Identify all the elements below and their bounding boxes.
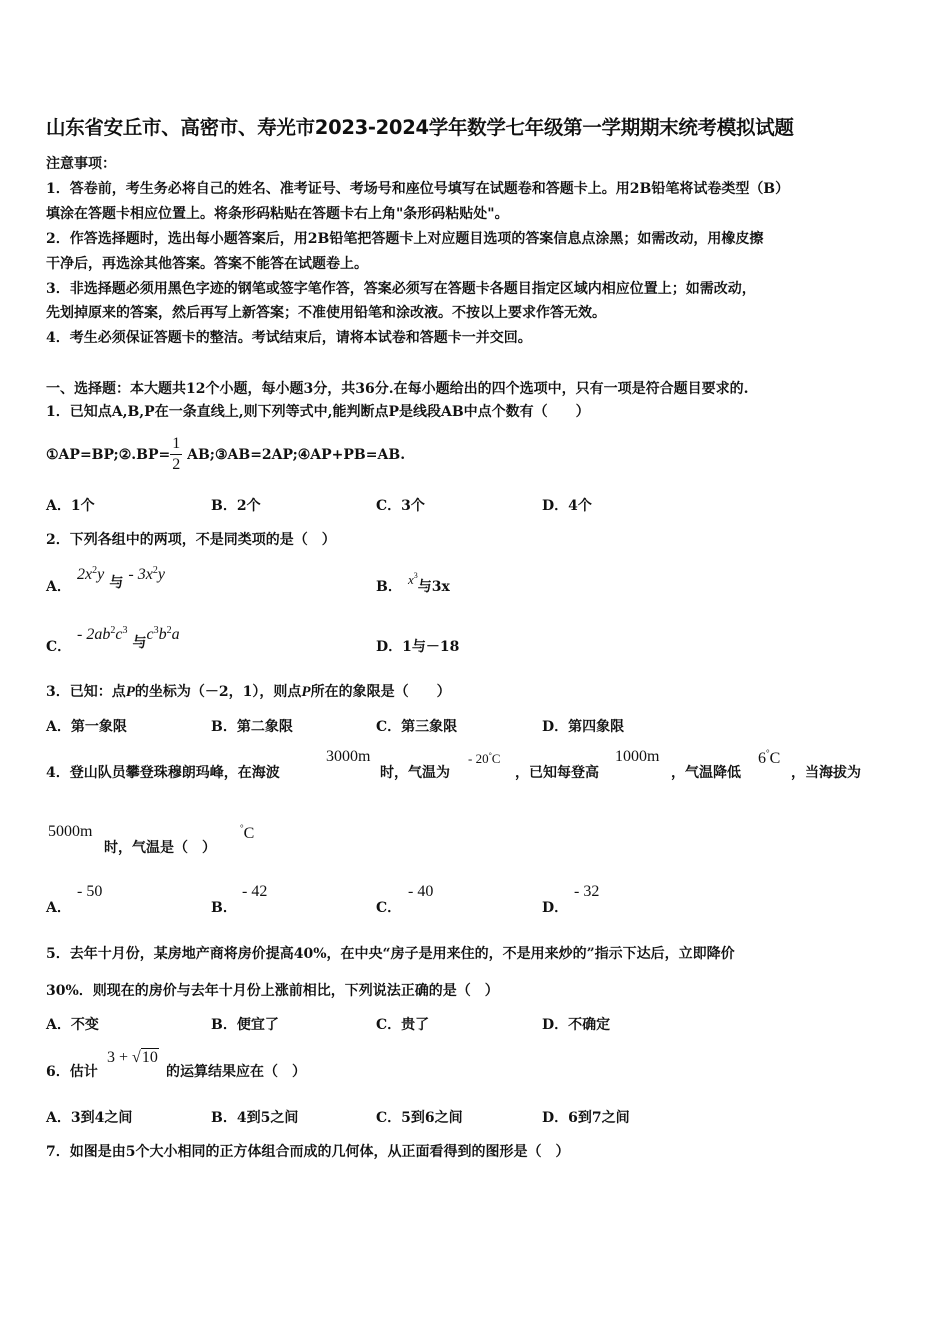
q6-text: 的运算结果应在（ ） <box>166 1064 306 1080</box>
q4-text: 时，气温是（ ） <box>104 840 216 856</box>
q2-option-b[interactable] <box>408 569 450 595</box>
q2-option-a[interactable] <box>77 564 165 591</box>
value: 6 <box>758 750 766 767</box>
term: 3 + <box>107 1049 133 1066</box>
q4-option-b-label[interactable]: B． <box>211 900 237 916</box>
q6-option-c[interactable]: C．5到6之间 <box>376 1110 463 1126</box>
expr-part: ①AP=BP;②.BP= <box>46 447 171 463</box>
q4-option-c-label[interactable]: C． <box>376 900 402 916</box>
q2-option-b-label[interactable]: B． <box>376 579 402 595</box>
unit: C <box>769 750 781 767</box>
question-3-stem <box>46 681 451 701</box>
q5-option-c[interactable]: C．贵了 <box>376 1017 430 1033</box>
term: b <box>158 626 167 643</box>
connector-word: 与 <box>132 635 147 651</box>
q1-option-c[interactable]: C．3个 <box>376 498 425 514</box>
q3-option-c[interactable]: C．第三象限 <box>376 719 458 735</box>
q3-option-a[interactable]: A．第一象限 <box>46 719 127 735</box>
degree-symbol: ° <box>766 748 770 758</box>
notice-line: 先划掉原来的答案，然后再写上新答案；不准使用铅笔和涂改液。不按以上要求作答无效。 <box>46 305 606 321</box>
exponent: 2 <box>166 625 172 636</box>
radicand: 10 <box>141 1049 158 1066</box>
unit: C <box>243 825 255 842</box>
q1-option-b[interactable]: B．2个 <box>211 498 261 514</box>
q4-text: 4．登山队员攀登珠穆朗玛峰，在海波 <box>46 765 280 781</box>
q4-text: ，已知每登高 <box>515 765 599 781</box>
page-title: 山东省安丘市、高密市、寿光市2023-2024学年数学七年级第一学期期末统考模拟试题 <box>46 116 794 139</box>
frac-numerator: 1 <box>172 435 181 452</box>
q6-option-a[interactable]: A．3到4之间 <box>46 1110 133 1126</box>
degree-symbol: ° <box>488 751 492 760</box>
term: - 2ab <box>77 626 111 643</box>
q2-option-c-label[interactable]: C． <box>46 639 72 655</box>
q6-text: 6．估计 <box>46 1064 98 1080</box>
notice-line: 2．作答选择题时，选出每小题答案后，用2B铅笔把答题卡上对应题目选项的答案信息点涂黑；如需改动，用橡皮擦 <box>46 231 764 247</box>
exponent: 3 <box>413 571 418 580</box>
q4-option-c-value[interactable]: - 40 <box>408 883 434 900</box>
q6-expression <box>107 1049 159 1067</box>
term: y <box>97 566 105 583</box>
q6-option-d[interactable]: D．6到7之间 <box>542 1110 630 1126</box>
q5-option-a[interactable]: A．不变 <box>46 1017 99 1033</box>
exponent: 2 <box>92 565 98 576</box>
q4-unit-celsius <box>240 823 254 843</box>
q5-option-d[interactable]: D．不确定 <box>542 1017 611 1033</box>
q4-option-a-value[interactable]: - 50 <box>77 883 103 900</box>
q4-option-a-label[interactable]: A． <box>46 900 71 916</box>
term: a <box>171 626 180 643</box>
unit: C <box>491 751 501 766</box>
question-1-stem: 1．已知点A,B,P在一条直线上,则下列等式中,能判断点P是线段AB中点个数有（ ） <box>46 404 590 420</box>
point-label: P <box>125 684 135 700</box>
q4-temp-minus20 <box>468 751 500 767</box>
term: 2x <box>77 566 93 583</box>
q2-option-a-label[interactable]: A． <box>46 579 71 595</box>
question-5-stem: 30%．则现在的房价与去年十月份上涨前相比，下列说法正确的是（ ） <box>46 983 499 999</box>
q3-option-d[interactable]: D．第四象限 <box>542 719 625 735</box>
notice-line: 1．答卷前，考生务必将自己的姓名、准考证号、考场号和座位号填写在试题卷和答题卡上。用2B铅笔将试卷类型（B） <box>46 181 790 197</box>
exponent: 2 <box>152 565 158 576</box>
value: - 20 <box>468 751 489 766</box>
term: x <box>408 572 414 587</box>
degree-symbol: ° <box>240 823 244 833</box>
question-1-expression <box>46 435 405 475</box>
term: y <box>157 566 165 583</box>
q3-option-b[interactable]: B．第二象限 <box>211 719 293 735</box>
question-2-stem: 2．下列各组中的两项，不是同类项的是（ ） <box>46 532 336 548</box>
q4-altitude-5000: 5000m <box>48 823 93 840</box>
q4-temp-6 <box>758 748 780 768</box>
q4-text: 时，气温为 <box>380 765 450 781</box>
exponent: 2 <box>110 625 116 636</box>
q4-text: ，气温降低 <box>671 765 741 781</box>
term: c <box>146 626 154 643</box>
q2-option-d[interactable]: D．1与－18 <box>376 639 460 655</box>
q2-option-c[interactable] <box>77 624 180 651</box>
q4-text: ，当海拔为 <box>791 765 861 781</box>
term: - 3x <box>128 566 153 583</box>
connector-word: 与 <box>109 575 124 591</box>
question-5-stem: 5．去年十月份，某房地产商将房价提高40%，在中央“房子是用来住的，不是用来炒的”指示下达后，立即降价 <box>46 946 735 962</box>
question-7-stem: 7．如图是由5个大小相同的正方体组合而成的几何体，从正面看得到的图形是（ ） <box>46 1144 570 1160</box>
section-heading: 一、选择题：本大题共12个小题，每小题3分，共36分.在每小题给出的四个选项中，只有一项是符合题目要求的. <box>46 381 749 397</box>
notice-line: 干净后，再选涂其他答案。答案不能答在试题卷上。 <box>46 256 368 272</box>
text: 3．已知：点 <box>46 684 126 700</box>
q1-option-a[interactable]: A．1个 <box>46 498 95 514</box>
point-label: P <box>301 684 311 700</box>
q4-option-d-value[interactable]: - 32 <box>574 883 600 900</box>
frac-denominator: 2 <box>172 456 181 473</box>
q5-option-b[interactable]: B．便宜了 <box>211 1017 279 1033</box>
term: c <box>115 626 123 643</box>
notice-heading: 注意事项： <box>46 156 116 172</box>
q6-option-b[interactable]: B．4到5之间 <box>211 1110 299 1126</box>
q4-altitude-1000: 1000m <box>615 748 660 765</box>
notice-line: 填涂在答题卡相应位置上。将条形码粘贴在答题卡右上角"条形码粘贴处"。 <box>46 206 509 222</box>
q4-option-b-value[interactable]: - 42 <box>242 883 268 900</box>
q1-option-d[interactable]: D．4个 <box>542 498 592 514</box>
exponent: 3 <box>122 625 128 636</box>
q4-option-d-label[interactable]: D． <box>542 900 569 916</box>
expr-part: AB;③AB=2AP;④AP+PB=AB. <box>187 447 406 463</box>
notice-line: 3．非选择题必须用黑色字迹的钢笔或签字笔作答，答案必须写在答题卡各题目指定区域内相应位置上；如需改动， <box>46 281 756 297</box>
exponent: 3 <box>153 625 159 636</box>
text: 所在的象限是（ ） <box>310 684 451 700</box>
term: 与3x <box>417 579 450 595</box>
notice-line: 4．考生必须保证答题卡的整洁。考试结束后，请将本试卷和答题卡一并交回。 <box>46 330 532 346</box>
q4-altitude-3000: 3000m <box>326 748 371 765</box>
fraction-one-half <box>170 435 182 475</box>
sqrt-sign: √ <box>132 1049 141 1066</box>
text: 的坐标为（－2，1），则点 <box>134 684 302 700</box>
